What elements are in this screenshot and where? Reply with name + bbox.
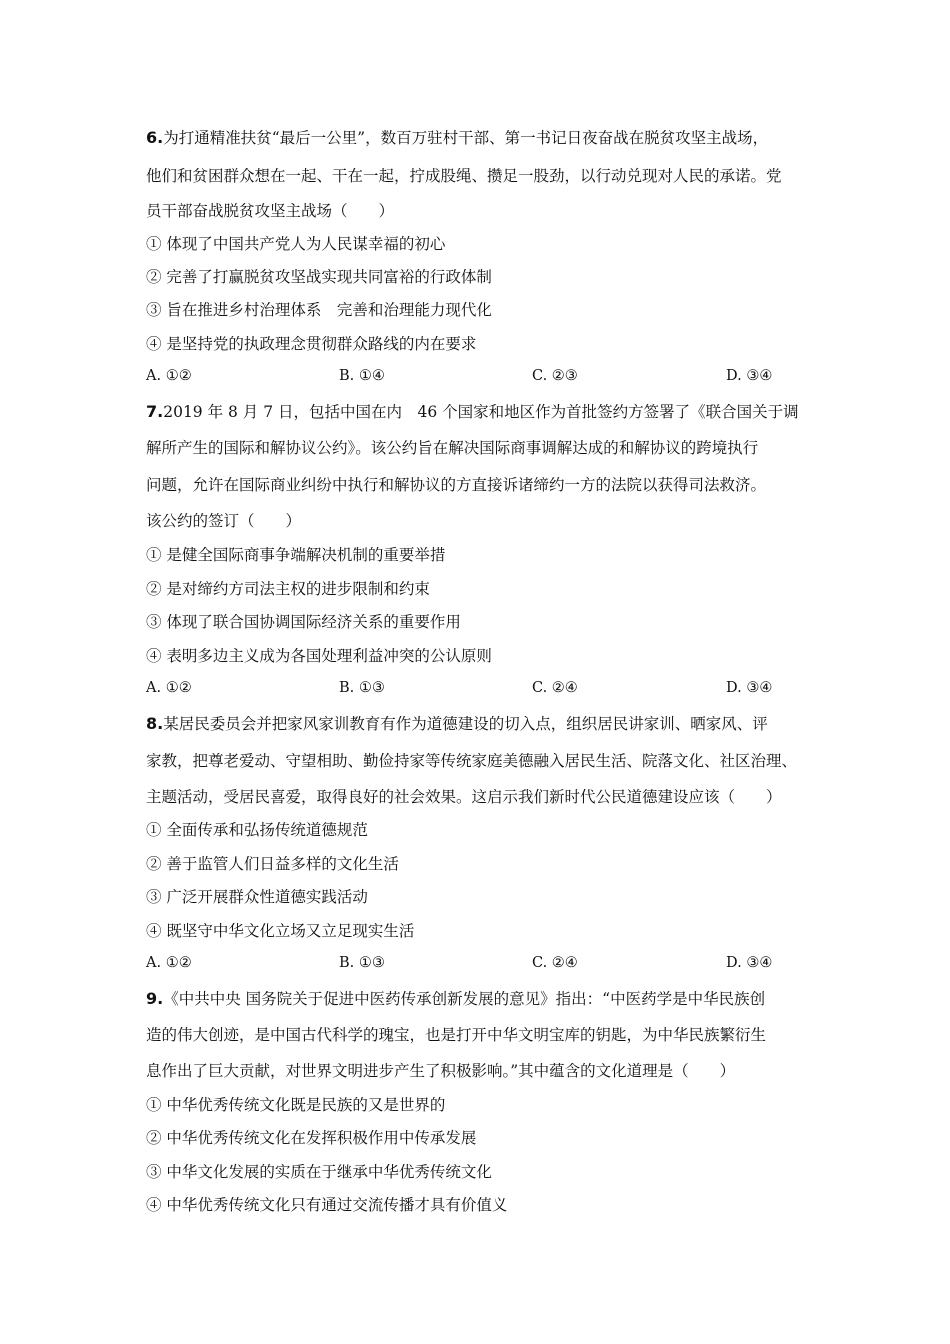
question-8-options xyxy=(146,955,826,975)
question-8-line-1: 8.某居民委员会并把家风家训教育有作为道德建设的切入点，组织居民讲家训、晒家风、评 xyxy=(146,714,768,733)
question-6-statement-2: ② 完善了打赢脱贫攻坚战实现共同富裕的行政体制 xyxy=(146,268,492,286)
question-6-option-d[interactable]: D. ③④ xyxy=(726,368,773,384)
question-7-line-1: 7.2019 年 8 月 7 日，包括中国在内 46 个国家和地区作为首批签约方签署了《联合国关于调 xyxy=(146,402,799,421)
question-6-statement-3: ③ 旨在推进乡村治理体系 完善和治理能力现代化 xyxy=(146,301,492,319)
question-7-option-d[interactable]: D. ③④ xyxy=(726,680,773,696)
question-7-line-3: 问题，允许在国际商业纠纷中执行和解协议的方直接诉诸缔约一方的法院以获得司法救济。 xyxy=(146,476,767,494)
question-6-options xyxy=(146,368,826,388)
question-6-line-3: 员干部奋战脱贫攻坚主战场（ ） xyxy=(146,202,395,220)
question-6-line-1: 6.为打通精准扶贫“最后一公里”，数百万驻村干部、第一书记日夜奋战在脱贫攻坚主战场， xyxy=(146,128,769,147)
question-8-statement-2: ② 善于监管人们日益多样的文化生活 xyxy=(146,855,399,873)
question-9-statement-4: ④ 中华优秀传统文化只有通过交流传播才具有价值义 xyxy=(146,1196,508,1214)
question-8-statement-4: ④ 既坚守中华文化立场又立足现实生活 xyxy=(146,922,415,940)
question-8-statement-1: ① 全面传承和弘扬传统道德规范 xyxy=(146,821,368,839)
question-9-line-2: 造的伟大创迹，是中国古代科学的瑰宝，也是打开中华文明宝库的钥匙，为中华民族繁衍生 xyxy=(146,1026,767,1044)
question-9-line-3: 息作出了巨大贡献，对世界文明进步产生了积极影响。”其中蕴含的文化道理是（ ） xyxy=(146,1062,736,1080)
question-8-line-2: 家教，把尊老爱动、守望相助、勤俭持家等传统家庭美德融入居民生活、院落文化、社区治理、 xyxy=(146,752,798,770)
question-7-options xyxy=(146,680,826,700)
question-8-option-a[interactable]: A. ①② xyxy=(146,955,192,971)
question-7-statement-3: ③ 体现了联合国协调国际经济关系的重要作用 xyxy=(146,613,461,631)
question-6-number: 6. xyxy=(146,128,164,147)
question-7-statement-1: ① 是健全国际商事争端解决机制的重要举措 xyxy=(146,546,446,564)
question-9-line-1: 9.《中共中央 国务院关于促进中医药传承创新发展的意见》指出：“中医药学是中华民族创 xyxy=(146,989,766,1008)
question-8-option-c[interactable]: C. ②④ xyxy=(532,955,578,971)
question-7-option-b[interactable]: B. ①③ xyxy=(339,680,385,696)
question-8-option-b[interactable]: B. ①③ xyxy=(339,955,385,971)
question-8-number: 8. xyxy=(146,714,164,733)
question-9-number: 9. xyxy=(146,989,164,1008)
question-8-option-d[interactable]: D. ③④ xyxy=(726,955,773,971)
question-7-statement-4: ④ 表明多边主义成为各国处理利益冲突的公认原则 xyxy=(146,647,492,665)
question-7-line-2: 解所产生的国际和解协议公约》。该公约旨在解决国际商事调解达成的和解协议的跨境执行 xyxy=(146,439,759,457)
question-9-statement-3: ③ 中华文化发展的实质在于继承中华优秀传统文化 xyxy=(146,1163,492,1181)
question-6-option-c[interactable]: C. ②③ xyxy=(532,368,578,384)
question-8-statement-3: ③ 广泛开展群众性道德实践活动 xyxy=(146,888,368,906)
question-6-option-b[interactable]: B. ①④ xyxy=(339,368,385,384)
question-6-line-2: 他们和贫困群众想在一起、干在一起，拧成股绳、攒足一股劲，以行动兑现对人民的承诺。党 xyxy=(146,167,782,185)
question-7-line-4: 该公约的签订（ ） xyxy=(146,512,302,530)
question-8-line-3: 主题活动，受居民喜爱，取得良好的社会效果。这启示我们新时代公民道德建设应该（ ） xyxy=(146,788,782,806)
question-7-option-c[interactable]: C. ②④ xyxy=(532,680,578,696)
question-9-statement-1: ① 中华优秀传统文化既是民族的又是世界的 xyxy=(146,1096,446,1114)
question-9-statement-2: ② 中华优秀传统文化在发挥积极作用中传承发展 xyxy=(146,1129,477,1147)
question-7-statement-2: ② 是对缔约方司法主权的进步限制和约束 xyxy=(146,580,430,598)
question-6-statement-1: ① 体现了中国共产党人为人民谋幸福的初心 xyxy=(146,235,446,253)
question-7-number: 7. xyxy=(146,402,164,421)
question-6-option-a[interactable]: A. ①② xyxy=(146,368,192,384)
question-6-statement-4: ④ 是坚持党的执政理念贯彻群众路线的内在要求 xyxy=(146,335,477,353)
question-7-option-a[interactable]: A. ①② xyxy=(146,680,192,696)
